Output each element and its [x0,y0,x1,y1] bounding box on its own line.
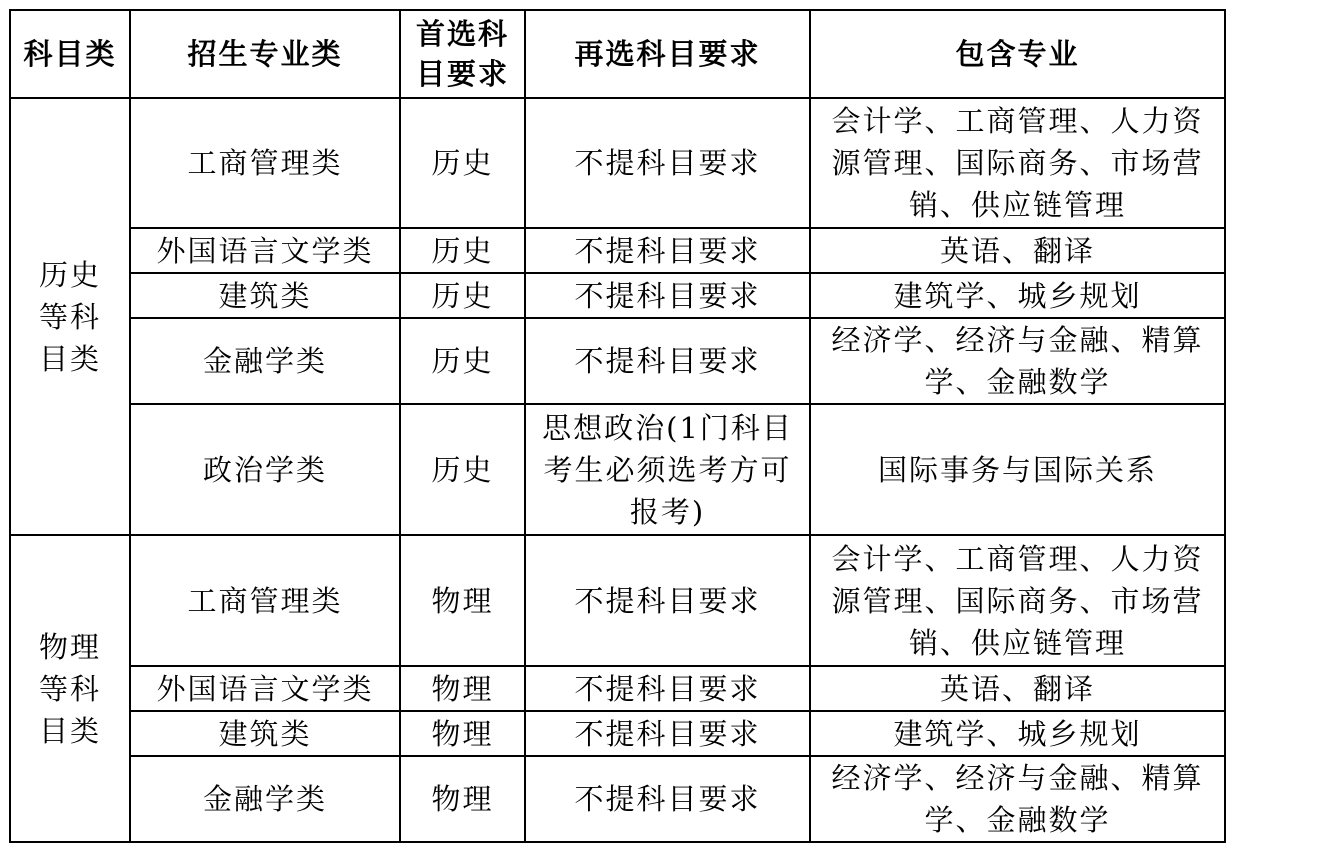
reselect-requirement-cell: 不提科目要求 [525,711,810,756]
header-reselect-requirement: 再选科目要求 [525,10,810,98]
table-row [10,273,1225,318]
first-choice-cell: 历史 [400,273,525,318]
major-category-cell: 金融学类 [130,756,400,842]
reselect-requirement-cell: 思想政治(1门科目考生必须选考方可报考) [525,404,810,535]
included-majors-cell: 经济学、经济与金融、精算学、金融数学 [810,318,1225,404]
table-row [10,535,1225,666]
reselect-requirement-cell: 不提科目要求 [525,666,810,711]
table-row [10,98,1225,228]
admission-subject-table [9,9,1226,843]
reselect-requirement-cell: 不提科目要求 [525,98,810,228]
table-header [10,10,1225,98]
first-choice-cell: 物理 [400,711,525,756]
first-choice-cell: 历史 [400,404,525,535]
included-majors-cell: 建筑学、城乡规划 [810,711,1225,756]
first-choice-cell: 物理 [400,535,525,666]
table-row [10,404,1225,535]
table-row [10,711,1225,756]
first-choice-cell: 物理 [400,666,525,711]
included-majors-cell: 会计学、工商管理、人力资源管理、国际商务、市场营销、供应链管理 [810,98,1225,228]
major-category-cell: 建筑类 [130,711,400,756]
included-majors-cell: 英语、翻译 [810,666,1225,711]
major-category-cell: 金融学类 [130,318,400,404]
table-row [10,228,1225,273]
major-category-cell: 外国语言文学类 [130,228,400,273]
header-subject-category: 科目类 [10,10,130,98]
header-row [10,10,1225,98]
table-body [10,98,1225,842]
first-choice-cell: 历史 [400,318,525,404]
major-category-cell: 外国语言文学类 [130,666,400,711]
table-row [10,756,1225,842]
reselect-requirement-cell: 不提科目要求 [525,318,810,404]
major-category-cell: 工商管理类 [130,535,400,666]
header-first-choice-requirement: 首选科目要求 [400,10,525,98]
reselect-requirement-cell: 不提科目要求 [525,756,810,842]
first-choice-cell: 物理 [400,756,525,842]
first-choice-cell: 历史 [400,228,525,273]
reselect-requirement-cell: 不提科目要求 [525,228,810,273]
included-majors-cell: 英语、翻译 [810,228,1225,273]
included-majors-cell: 国际事务与国际关系 [810,404,1225,535]
subject-category-cell: 历史等科目类 [10,98,130,535]
first-choice-cell: 历史 [400,98,525,228]
included-majors-cell: 建筑学、城乡规划 [810,273,1225,318]
table-row [10,666,1225,711]
table-row [10,318,1225,404]
subject-category-cell: 物理等科目类 [10,535,130,842]
major-category-cell: 建筑类 [130,273,400,318]
header-major-category: 招生专业类 [130,10,400,98]
reselect-requirement-cell: 不提科目要求 [525,535,810,666]
included-majors-cell: 会计学、工商管理、人力资源管理、国际商务、市场营销、供应链管理 [810,535,1225,666]
major-category-cell: 政治学类 [130,404,400,535]
reselect-requirement-cell: 不提科目要求 [525,273,810,318]
header-included-majors: 包含专业 [810,10,1225,98]
major-category-cell: 工商管理类 [130,98,400,228]
included-majors-cell: 经济学、经济与金融、精算学、金融数学 [810,756,1225,842]
